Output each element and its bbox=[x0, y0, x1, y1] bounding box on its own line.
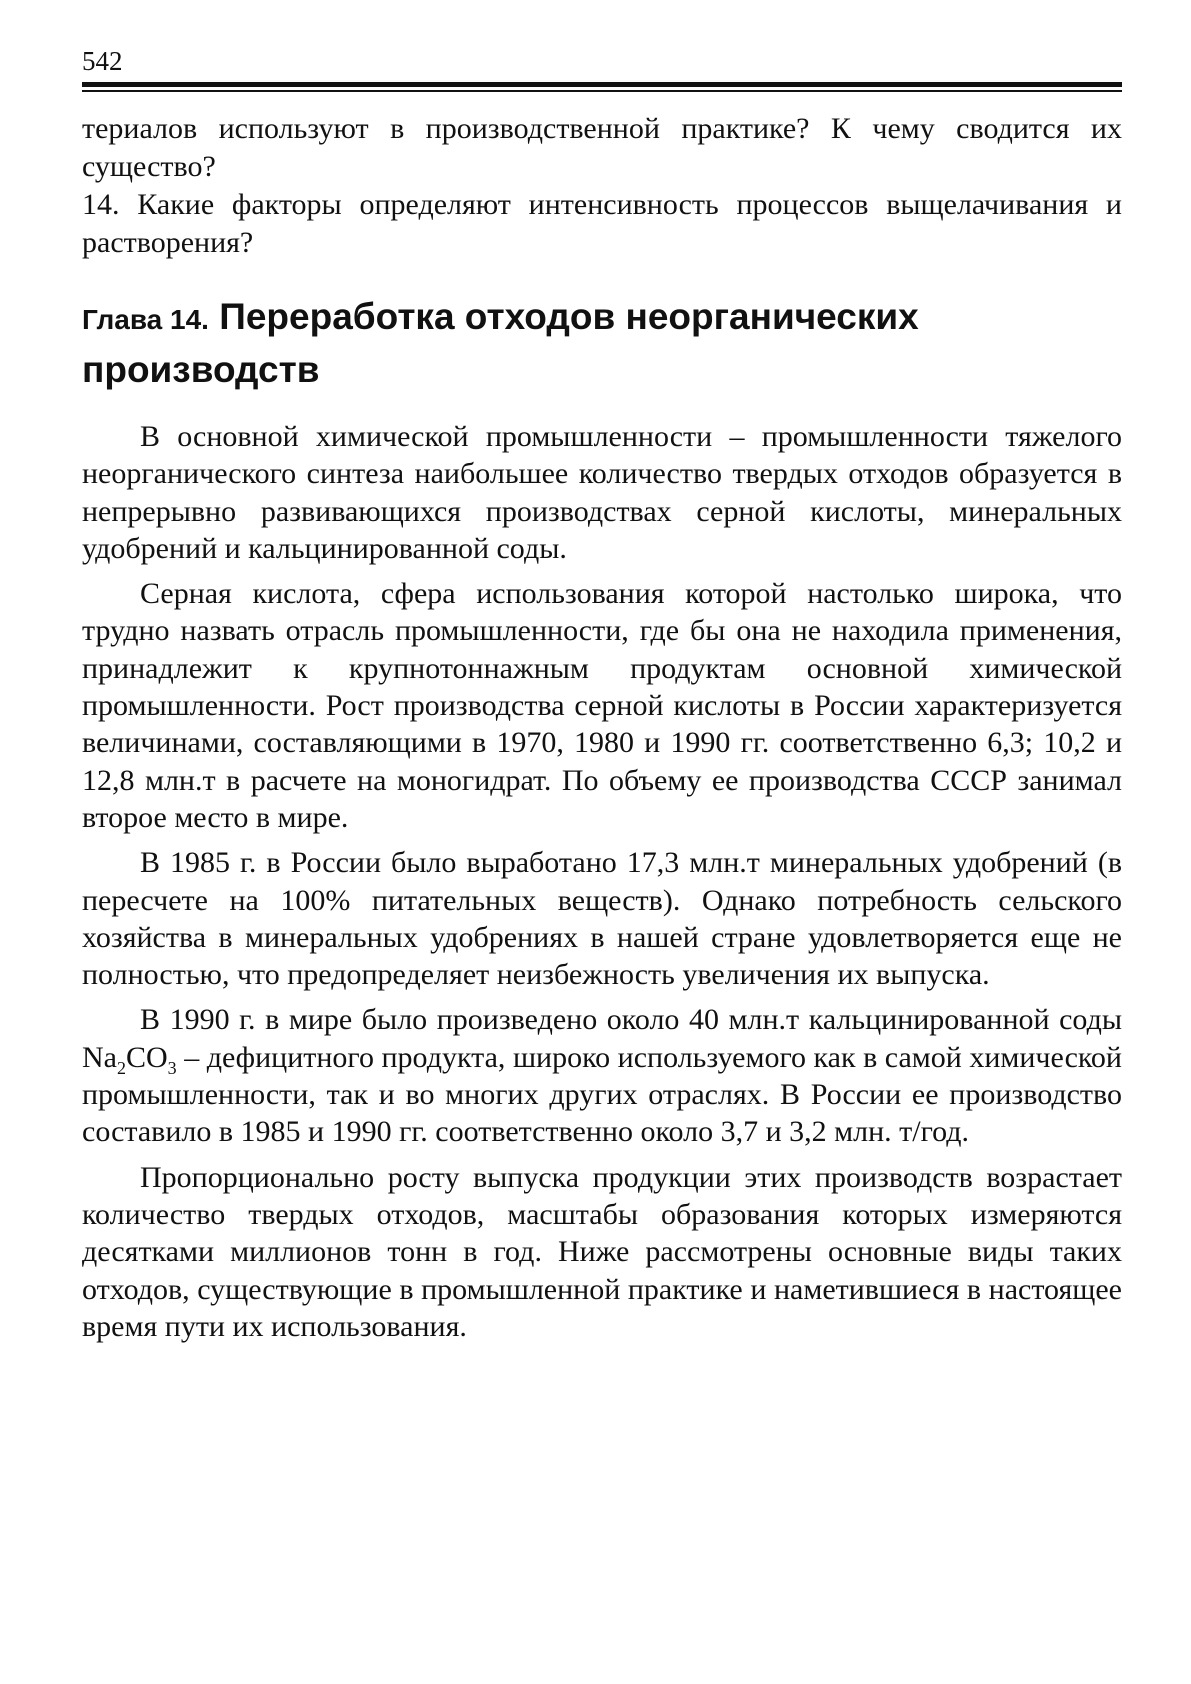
paragraph-soda bbox=[82, 1001, 1122, 1150]
formula-subscript-3: 3 bbox=[167, 1057, 177, 1078]
paragraph-solid-waste: Пропорционально росту выпуска продукции этих производств возрастает количество твердых отходов, масштабы образования которых измеряются десятками миллионов тонн в год. Ниже рассмотрены основные виды таких отходов, существующие в промышленной практике и наметившиеся в настоящее время пути их использования. bbox=[82, 1160, 1122, 1343]
page-number: 542 bbox=[82, 46, 123, 76]
soda-text-after: – дефицитного продукта, широко используемого как в самой химической промышленности, так и во многих других отраслях. В России ее производство составило в 1985 и 1990 гг. соответственно около 3,7 и 3,2 млн. т/год. bbox=[82, 1040, 1122, 1149]
previous-question-ending: териалов используют в производственной практике? К чему сводится их существо? bbox=[82, 112, 1122, 183]
question-14: 14. Какие факторы определяют интенсивность процессов выщелачивания и растворения? bbox=[82, 188, 1122, 259]
chapter-title: Переработка отходов неорганических производств bbox=[82, 296, 919, 390]
chapter-label: Глава 14. bbox=[82, 304, 209, 335]
formula-subscript-2: 2 bbox=[116, 1057, 126, 1078]
paragraph-fertilizers: В 1985 г. в России было выработано 17,3 млн.т минеральных удобрений (в пересчете на 100% питательных веществ). Однако потребность сельского хозяйства в минеральных удобрениях в нашей стране удовлетворяется еще не полностью, что предопределяет неизбежность увеличения их выпуска. bbox=[82, 846, 1122, 992]
chapter-heading bbox=[82, 292, 1122, 395]
formula-co: CO bbox=[125, 1040, 168, 1074]
previous-section-text bbox=[82, 110, 1122, 262]
paragraph-intro: В основной химической промышленности – промышленности тяжелого неорганического синтеза наибольшее количество твердых отходов образуется в непрерывно развивающихся производствах серной кислоты, минеральных удобрений и кальцинированной соды. bbox=[82, 420, 1122, 565]
chapter-body bbox=[82, 418, 1122, 1353]
header-rule-thick bbox=[82, 82, 1122, 87]
paragraph-sulfuric-acid: Серная кислота, сфера использования которой настолько широка, что трудно назвать отрасль промышленности, где бы она не находила применения, принадлежит к крупнотоннажным продуктам основной химической промышленности. Рост производства серной кислоты в России характеризуется величинами, составляющими в 1970, 1980 и 1990 гг. соответственно 6,3; 10,2 и 12,8 млн.т в расчете на моногидрат. По объему ее производства СССР занимал второе место в мире. bbox=[82, 577, 1122, 834]
header-rule-thin bbox=[82, 90, 1122, 92]
soda-text-before: В 1990 г. в мире было произведено около 40 млн.т кальцинированной соды Na bbox=[82, 1003, 1122, 1074]
